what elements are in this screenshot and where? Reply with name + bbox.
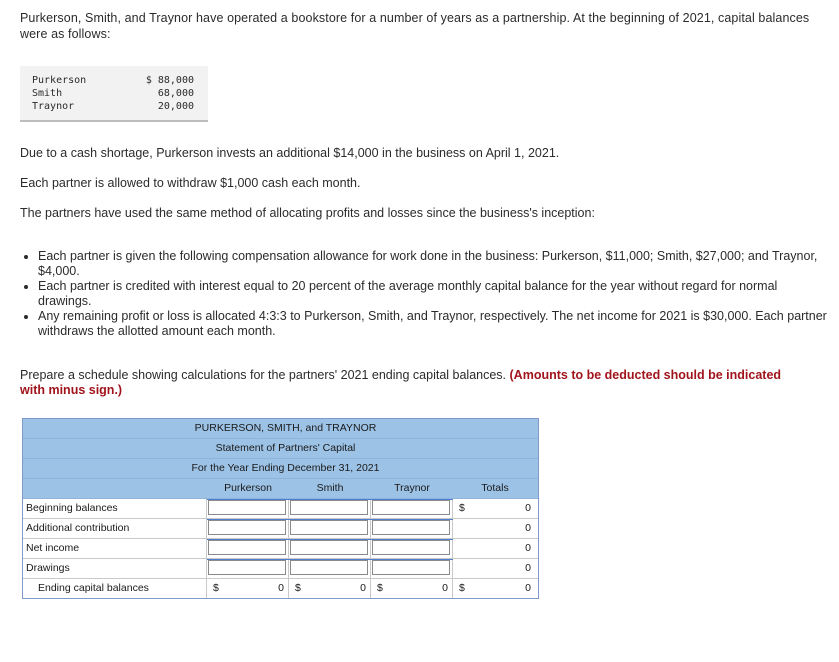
column-headers [23,479,538,499]
row-label: Beginning balances [23,499,207,518]
partner-name: Smith [32,88,63,99]
row-label: Additional contribution [23,519,207,538]
col-totals: Totals [481,482,509,494]
paragraph-method: The partners have used the same method of allocating profits and losses since the business's inception: [20,206,595,220]
ending-traynor [371,579,453,598]
smith-contribution-input[interactable] [290,520,368,535]
table-row [23,559,538,579]
dollar-sign: $ [213,582,219,594]
col-smith: Smith [316,482,344,494]
statement-title: PURKERSON, SMITH, and TRAYNOR [23,419,538,439]
smith-net-income-input[interactable] [290,540,368,555]
dollar-sign: $ [459,502,465,514]
total-cell [453,539,535,558]
row-label: Net income [23,539,207,558]
partner-name: Traynor [32,101,75,112]
total-value: 0 [525,542,531,554]
total-value: 0 [525,502,531,514]
purkerson-drawings-input[interactable] [208,560,286,575]
col-purkerson: Purkerson [224,482,272,494]
balance-row [32,100,194,113]
partner-amount: 68,000 [157,88,194,99]
table-row [23,499,538,519]
partner-amount: 20,000 [157,101,194,112]
col-traynor: Traynor [394,482,430,494]
bullet-item: • Any remaining profit or loss is allocated 4:3:3 to Purkerson, Smith, and Traynor, respectively. The net income for 2021 is $30,000. Each partner withdraws the allotted amount each month. [38,309,828,338]
total-cell [453,519,535,538]
traynor-net-income-input[interactable] [372,540,450,555]
total-value: 0 [525,522,531,534]
ending-value: 0 [360,582,366,594]
allocation-bullets [20,249,828,339]
balance-row [32,74,194,87]
instructions-emphasis: (Amounts to be deducted should be indicated with minus sign.) [20,368,782,397]
statement-subtitle: Statement of Partners' Capital [23,439,538,459]
row-label: Ending capital balances [23,579,207,598]
capital-balances-table [20,66,208,122]
purkerson-beginning-input[interactable] [208,500,286,515]
paragraph-withdraw: Each partner is allowed to withdraw $1,000 cash each month. [20,176,361,190]
instructions-text: Prepare a schedule showing calculations for the partners' 2021 ending capital balances. [20,368,507,382]
dollar-sign: $ [459,582,465,594]
statement-of-capital [22,418,539,599]
balance-row [32,87,194,100]
ending-value: 0 [525,582,531,594]
smith-drawings-input[interactable] [290,560,368,575]
total-value: 0 [525,562,531,574]
purkerson-contribution-input[interactable] [208,520,286,535]
ending-value: 0 [442,582,448,594]
dollar-sign: $ [377,582,383,594]
statement-period: For the Year Ending December 31, 2021 [23,459,538,479]
table-row [23,519,538,539]
smith-beginning-input[interactable] [290,500,368,515]
traynor-drawings-input[interactable] [372,560,450,575]
bullet-item: • Each partner is credited with interest equal to 20 percent of the average monthly capital balance for the year without regard for normal drawings. [38,279,828,308]
table-row-ending [23,579,538,598]
partner-name: Purkerson [32,75,87,86]
partner-amount: $ 88,000 [145,75,194,86]
total-cell [453,559,535,578]
row-label: Drawings [23,559,207,578]
traynor-beginning-input[interactable] [372,500,450,515]
problem-intro: Purkerson, Smith, and Traynor have operated a bookstore for a number of years as a partnership. At the beginning of 2021, capital balances were as follows: [20,11,810,41]
bullet-item: • Each partner is given the following compensation allowance for work done in the business: Purkerson, $11,000; Smith, $27,000; and Traynor, $4,000. [38,249,828,278]
dollar-sign: $ [295,582,301,594]
total-cell [453,499,535,518]
instructions [20,368,800,398]
table-row [23,539,538,559]
ending-total [453,579,535,598]
paragraph-investment: Due to a cash shortage, Purkerson invests an additional $14,000 in the business on April 1, 2021. [20,146,560,160]
purkerson-net-income-input[interactable] [208,540,286,555]
ending-purkerson [207,579,289,598]
ending-smith [289,579,371,598]
traynor-contribution-input[interactable] [372,520,450,535]
ending-value: 0 [278,582,284,594]
